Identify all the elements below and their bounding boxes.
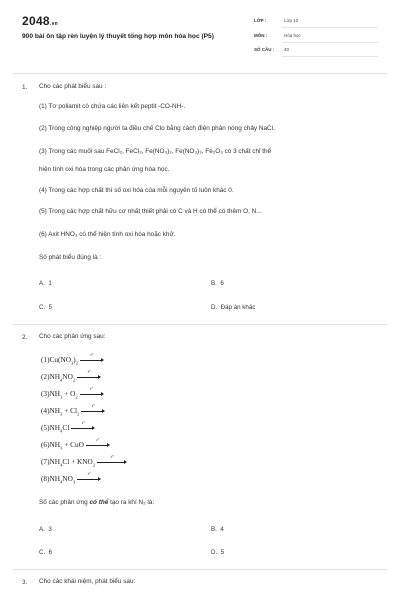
option-text: 5 [220, 549, 225, 556]
option-letter: C. [39, 549, 46, 556]
answer-option-a[interactable] [39, 280, 52, 287]
ask-emphasis: có thể [89, 499, 109, 506]
question-2-number: 2. [22, 334, 28, 341]
option-letter: B. [211, 526, 217, 533]
reaction-3: $(3)NH_3 + O_2$ t° [41, 389, 104, 399]
question-1-prompt: Cho các phát biểu sau : [39, 83, 107, 90]
statement-3-line-2: hiện tính oxi hóa trong các phản ứng hóa học. [39, 166, 170, 173]
answer-option-a[interactable] [39, 526, 52, 533]
option-letter: A. [39, 280, 45, 287]
answer-option-c[interactable] [39, 304, 52, 311]
arrow-label: t° [96, 437, 100, 443]
question-divider [13, 569, 387, 570]
reaction-2: $(2)NH_4NO_2$ t° [41, 372, 101, 382]
reaction-arrow-icon [71, 420, 95, 431]
arrow-label: t° [87, 471, 91, 477]
reaction-1: $(1)Cu(NO_3)_2$ t° [41, 355, 104, 365]
reaction-arrow-icon [97, 454, 127, 465]
answer-option-d[interactable] [211, 549, 224, 556]
reaction-arrow-icon [86, 437, 110, 448]
ask-text: tạo ra khí N₂ là: [108, 499, 155, 506]
page-title: 900 bài ôn tập rèn luyện lý thuyết tổng hợp môn hóa học (P5) [22, 33, 214, 40]
reaction-arrow-icon [77, 369, 101, 380]
option-letter: D. [211, 304, 218, 311]
question-3-number: 3. [22, 579, 28, 586]
meta-divider [282, 42, 378, 43]
arrow-label: t° [91, 403, 95, 409]
class-label: LỚP : [254, 18, 267, 23]
option-text: 6 [220, 280, 224, 287]
option-text: 6 [48, 549, 53, 556]
answer-option-d[interactable] [211, 304, 255, 311]
reaction-6: $(6)NH_3$ + CuO t° [41, 440, 110, 450]
statement-2: (2) Trong công nghiệp người ta điều chế Clo bằng cách điện phân nóng chảy NaCl. [39, 125, 275, 132]
answer-option-b[interactable] [211, 526, 224, 533]
brand-logo [22, 14, 58, 28]
reaction-arrow-icon [80, 352, 104, 363]
subject-label: MÔN : [254, 33, 268, 38]
statement-6: (6) Axit HNO₃ có thể hiện tính oxi hóa hoặc khử. [39, 231, 176, 238]
option-letter: B. [211, 280, 217, 287]
reaction-arrow-icon [77, 471, 101, 482]
option-letter: A. [39, 526, 45, 533]
statement-5: (5) Trong các hợp chất hữu cơ nhất thiết phải có C và H có thể có thêm O, N... [39, 208, 262, 215]
subject-value: Hóa học [284, 33, 301, 38]
question-2-ask [39, 498, 154, 508]
meta-divider [282, 56, 378, 57]
question-divider [13, 324, 387, 325]
arrow-label: t° [90, 386, 94, 392]
statement-1: (1) Tơ poliamit có chứa các liên kết peptit -CO-NH-. [39, 103, 186, 110]
reaction-5: $(5)NH_4Cl$ t° [41, 423, 95, 433]
option-text: 3 [48, 526, 52, 533]
count-label: SỐ CÂU : [254, 47, 275, 52]
answer-option-c[interactable] [39, 549, 52, 556]
option-text: Đáp án khác [220, 304, 256, 311]
option-letter: D. [211, 549, 218, 556]
meta-divider [282, 27, 378, 28]
statement-3-line-1: (3) Trong các muối sau FeCl₂, FeCl₃, Fe(NO₃)₂, Fe(NO₃)₃, Fe₂O₃ có 3 chất chỉ thể [39, 148, 272, 155]
header-divider [13, 73, 387, 74]
arrow-label: t° [87, 369, 91, 375]
reaction-7: $(7)NH_4Cl + KNO_2$ t° [41, 457, 127, 467]
question-2-prompt: Cho các phản ứng sau: [39, 333, 106, 340]
brand-suffix: .vn [49, 21, 59, 27]
question-1-number: 1. [22, 84, 28, 91]
reaction-4: $(4)NH_3 + Cl_2$ t° [41, 406, 105, 416]
reaction-arrow-icon [81, 403, 105, 414]
option-text: 4 [220, 526, 224, 533]
arrow-label: t° [81, 420, 85, 426]
answer-option-b[interactable] [211, 280, 224, 287]
count-value: 40 [284, 47, 290, 52]
statement-4: (4) Trong các hợp chất thì số oxi hóa của mỗi nguyên tố luôn khác 0. [39, 187, 234, 194]
option-text: 1 [48, 280, 52, 287]
question-1-ask: Số phát biểu đúng là : [39, 254, 102, 261]
arrow-label: t° [110, 454, 114, 460]
ask-text: Số các phản ứng [39, 499, 90, 506]
question-3-prompt: Cho các khái niệm, phát biểu sau: [39, 578, 136, 585]
option-letter: C. [39, 304, 46, 311]
brand-name: 2048 [22, 14, 50, 28]
reaction-8: $(8)NH_4NO_3$ t° [41, 474, 101, 484]
class-value: Lớp 12 [284, 18, 299, 23]
option-text: 5 [48, 304, 53, 311]
arrow-label: t° [90, 352, 94, 358]
reaction-arrow-icon [80, 386, 104, 397]
